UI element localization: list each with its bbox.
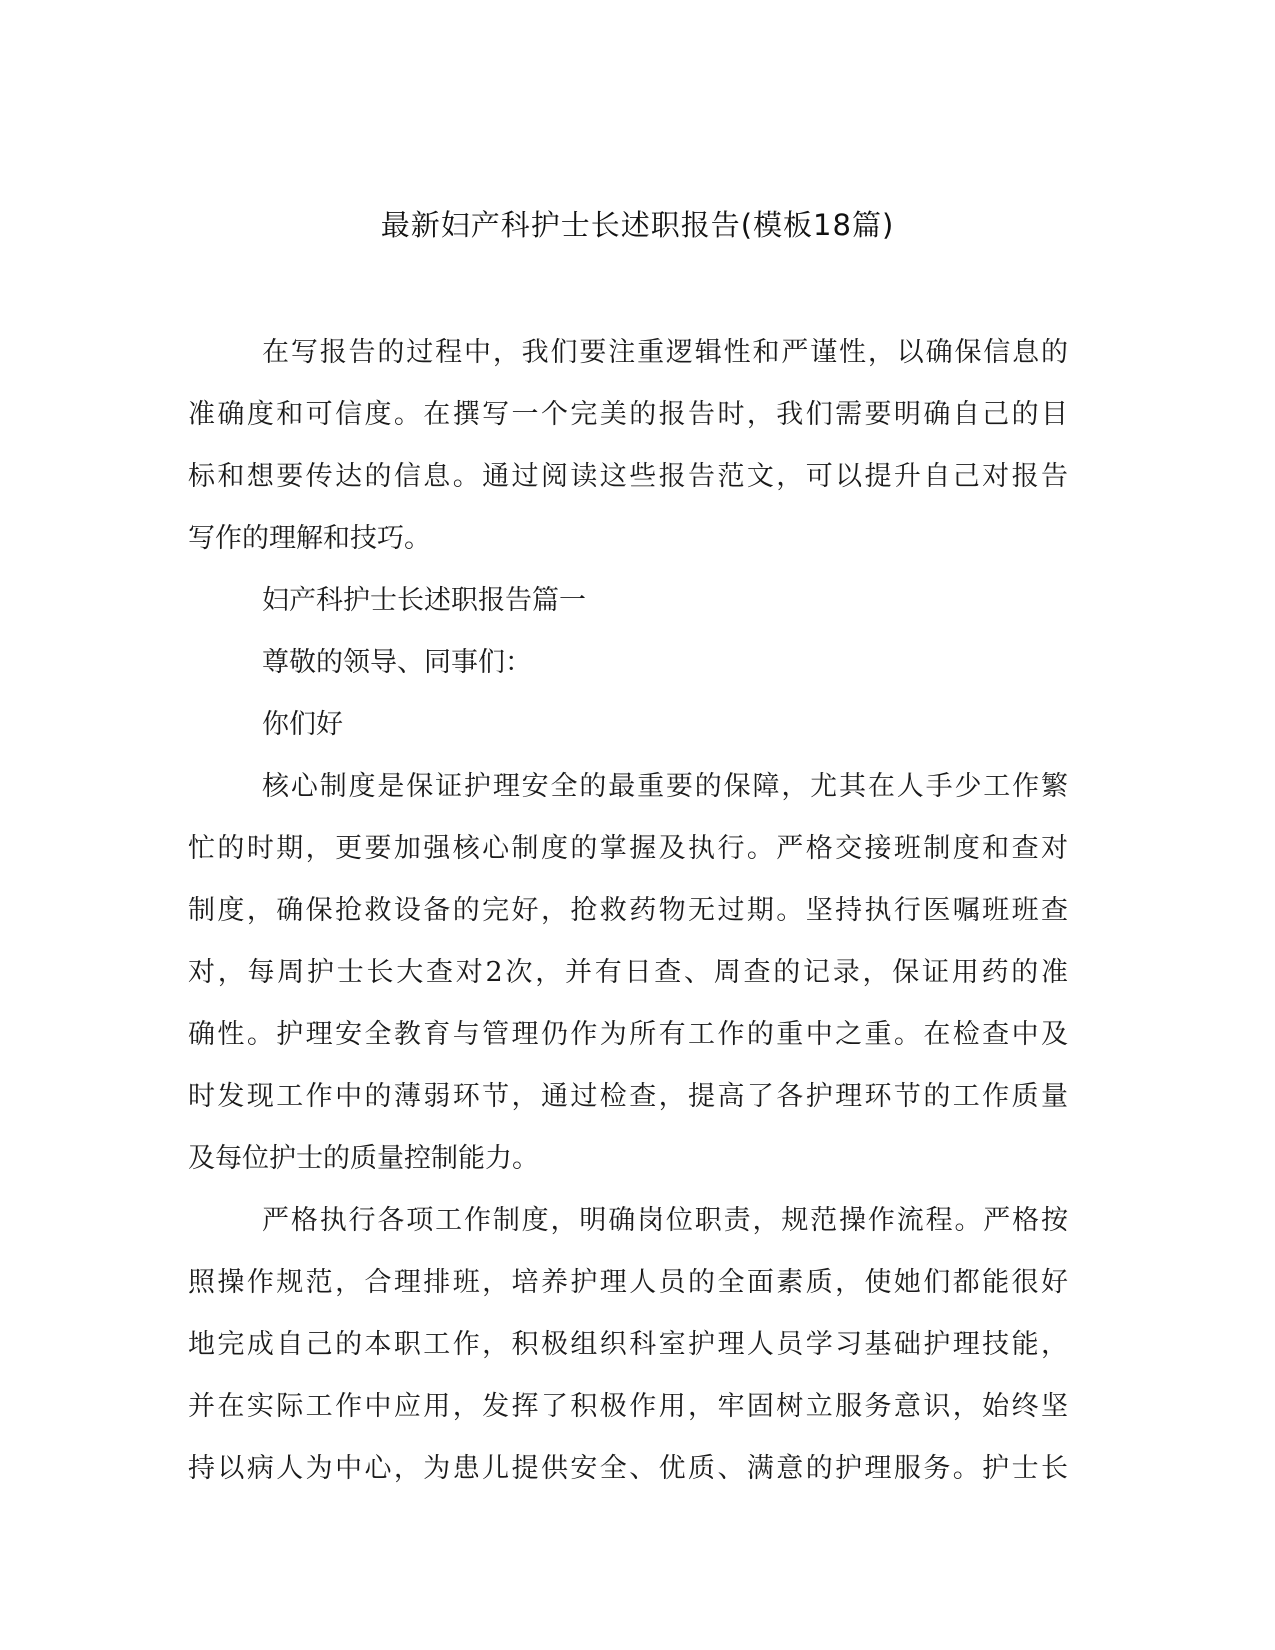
paragraph-line: 时发现工作中的薄弱环节，通过检查，提高了各护理环节的工作质量 (188, 1081, 1068, 1112)
paragraph-line: 确性。护理安全教育与管理仍作为所有工作的重中之重。在检查中及 (188, 1019, 1068, 1050)
paragraph-line: 制度，确保抢救设备的完好，抢救药物无过期。坚持执行医嘱班班查 (188, 895, 1068, 926)
section-heading: 妇产科护士长述职报告篇一 (262, 585, 586, 616)
paragraph-line: 地完成自己的本职工作，积极组织科室护理人员学习基础护理技能， (188, 1329, 1068, 1360)
paragraph-line: 照操作规范，合理排班，培养护理人员的全面素质，使她们都能很好 (188, 1267, 1068, 1298)
greeting: 你们好 (262, 709, 343, 740)
paragraph-line: 写作的理解和技巧。 (188, 523, 431, 554)
paragraph-line: 忙的时期，更要加强核心制度的掌握及执行。严格交接班制度和查对 (188, 833, 1068, 864)
paragraph-line: 严格执行各项工作制度，明确岗位职责，规范操作流程。严格按 (262, 1205, 1068, 1236)
paragraph-line: 准确度和可信度。在撰写一个完美的报告时，我们需要明确自己的目 (188, 399, 1068, 430)
salutation: 尊敬的领导、同事们： (262, 647, 532, 678)
paragraph-line: 持以病人为中心，为患儿提供安全、优质、满意的护理服务。护士长 (188, 1453, 1068, 1484)
paragraph-line: 并在实际工作中应用，发挥了积极作用，牢固树立服务意识，始终坚 (188, 1391, 1068, 1422)
paragraph-line: 在写报告的过程中，我们要注重逻辑性和严谨性，以确保信息的 (262, 337, 1068, 368)
paragraph-line: 对，每周护士长大查对2次，并有日查、周查的记录，保证用药的准 (188, 957, 1068, 988)
document-body (188, 322, 1068, 1500)
paragraph-line: 核心制度是保证护理安全的最重要的保障，尤其在人手少工作繁 (262, 771, 1068, 802)
paragraph-line: 及每位护士的质量控制能力。 (188, 1143, 539, 1174)
paragraph-line: 标和想要传达的信息。通过阅读这些报告范文，可以提升自己对报告 (188, 461, 1068, 492)
document-title: 最新妇产科护士长述职报告(模板18篇) (380, 208, 895, 242)
